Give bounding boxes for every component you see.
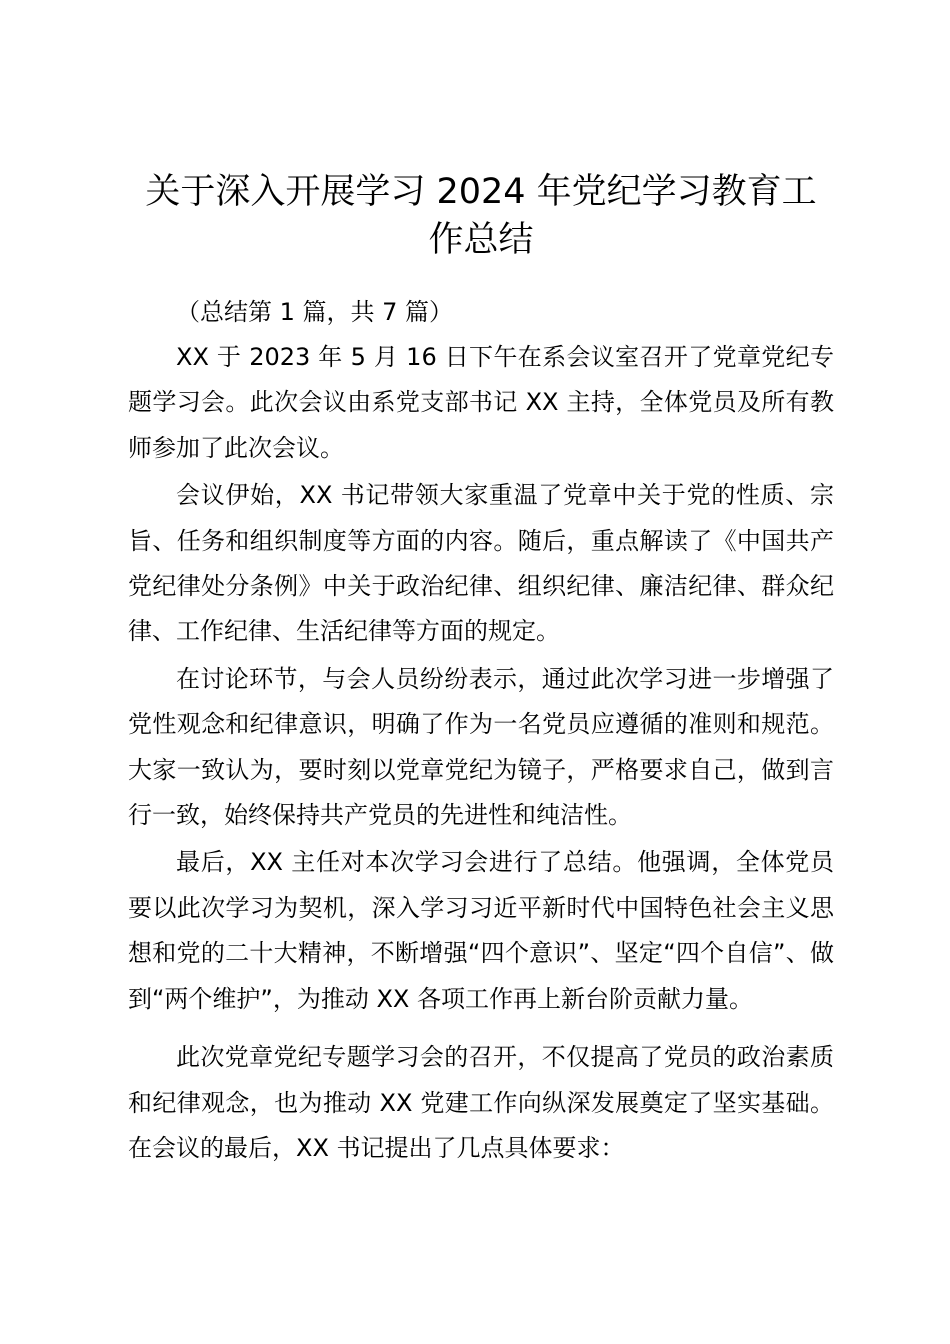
document-subtitle: （总结第 1 篇，共 7 篇） [176,298,454,326]
document-title: 关于深入开展学习 2024 年党纪学习教育工作总结 [145,172,817,260]
paragraph-4: 最后，XX 主任对本次学习会进行了总结。他强调，全体党员要以此次学习为契机，深入学习习近平新时代中国特色社会主义思想和党的二十大精神，不断增强“四个意识”、坚定“四个自信”、做到“两个维护”，为推动 XX 各项工作再上新台阶贡献力量。 [128,848,834,1013]
document-page [128,168,834,1171]
paragraph-2: 会议伊始，XX 书记带领大家重温了党章中关于党的性质、宗旨、任务和组织制度等方面的内容。随后，重点解读了《中国共产党纪律处分条例》中关于政治纪律、组织纪律、廉洁纪律、群众纪律、工作纪律、生活纪律等方面的规定。 [128,481,834,646]
paragraph-3: 在讨论环节，与会人员纷纷表示，通过此次学习进一步增强了党性观念和纪律意识，明确了作为一名党员应遵循的准则和规范。大家一致认为，要时刻以党章党纪为镜子，严格要求自己，做到言行一致，始终保持共产党员的先进性和纯洁性。 [128,664,834,830]
paragraph-1: XX 于 2023 年 5 月 16 日下午在系会议室召开了党章党纪专题学习会。此次会议由系党支部书记 XX 主持，全体党员及所有教师参加了此次会议。 [128,343,834,462]
paragraph-5: 此次党章党纪专题学习会的召开，不仅提高了党员的政治素质和纪律观念，也为推动 XX 党建工作向纵深发展奠定了坚实基础。在会议的最后，XX 书记提出了几点具体要求： [128,1043,834,1162]
